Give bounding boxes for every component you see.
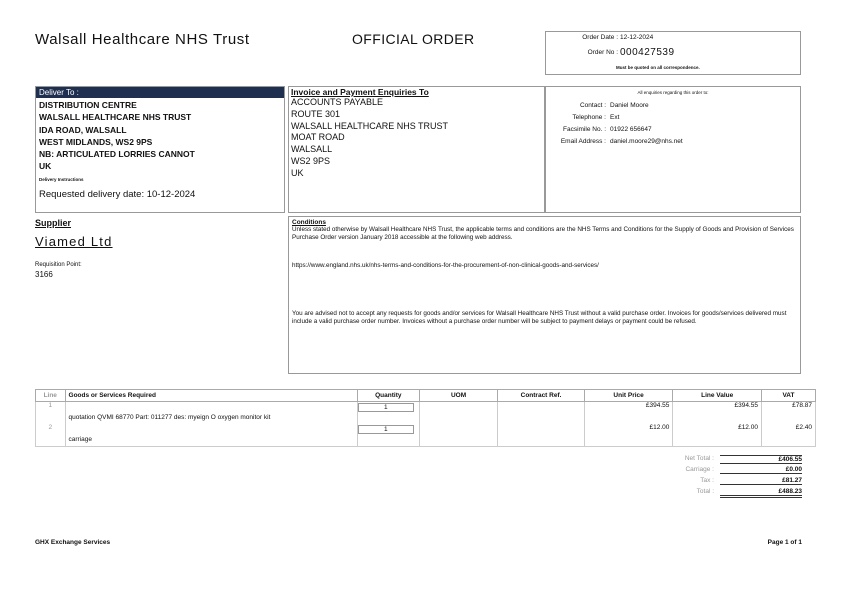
contact-name: Daniel Moore xyxy=(610,102,649,109)
order-number: 000427539 xyxy=(620,47,675,58)
column-header: Quantity xyxy=(357,390,419,402)
item-uom xyxy=(419,424,497,447)
deliver-line: WALSALL HEALTHCARE NHS TRUST xyxy=(39,112,192,123)
invoice-enquiries-box xyxy=(288,86,545,213)
email-value[interactable]: daniel.moore29@nhs.net xyxy=(610,138,683,145)
line-number: 1 xyxy=(36,402,66,425)
line-number: 2 xyxy=(36,424,66,447)
invoice-line: ACCOUNTS PAYABLE xyxy=(291,97,384,107)
contact-note: All enquiries regarding this order to: xyxy=(637,90,709,95)
carriage-label: Carriage : xyxy=(685,466,714,473)
column-header: Goods or Services Required xyxy=(65,390,357,402)
total-value: £488.23 xyxy=(720,488,802,498)
deliver-line: IDA ROAD, WALSALL xyxy=(39,124,127,135)
table-row xyxy=(36,402,816,425)
net-total-value: £406.55 xyxy=(720,455,802,464)
fax-value: 01922 656647 xyxy=(610,126,652,133)
fax-label: Facsimile No. : xyxy=(563,126,606,133)
deliver-line: NB: ARTICULATED LORRIES CANNOT xyxy=(39,149,195,160)
order-note: Must be quoted on all correspondence. xyxy=(616,65,700,70)
item-quantity: 1 xyxy=(358,403,414,412)
invoice-line: ROUTE 301 xyxy=(291,108,341,119)
item-line-value: £394.55 xyxy=(673,402,762,425)
table-header-row xyxy=(36,390,816,402)
email-label: Email Address : xyxy=(560,138,606,145)
tax-label: Tax : xyxy=(700,477,714,484)
requisition-point-value: 3166 xyxy=(35,270,53,279)
trust-name: Walsall Healthcare NHS Trust xyxy=(35,31,250,48)
telephone-label: Telephone : xyxy=(572,114,606,121)
column-header: UOM xyxy=(419,390,497,402)
column-header: Contract Ref. xyxy=(498,390,585,402)
item-vat: £2.40 xyxy=(761,424,815,447)
table-row xyxy=(36,424,816,447)
conditions-box xyxy=(288,216,801,374)
item-uom xyxy=(419,402,497,425)
total-label: Total : xyxy=(696,488,714,495)
order-items-table xyxy=(35,389,816,447)
deliver-line: UK xyxy=(39,161,52,172)
contact-label: Contact : xyxy=(579,102,606,109)
delivery-instructions-label: Delivery Instructions xyxy=(39,176,84,182)
invoice-line: WS2 9PS xyxy=(291,155,331,166)
requisition-point-label: Requisition Point: xyxy=(35,262,82,268)
supplier-label: Supplier xyxy=(35,218,72,228)
item-vat: £78.87 xyxy=(761,402,815,425)
column-header: Line Value xyxy=(673,390,762,402)
order-no-label: Order No : xyxy=(587,49,618,56)
column-header: VAT xyxy=(761,390,815,402)
conditions-heading: Conditions xyxy=(292,219,326,226)
item-contract-ref xyxy=(498,402,585,425)
column-header: Unit Price xyxy=(584,390,673,402)
invoice-line: WALSALL xyxy=(291,144,333,155)
net-total-label: Net Total : xyxy=(684,455,714,462)
conditions-warning: You are advised not to accept any requests for goods and/or services for Walsall Healthcare NHS Trust without a valid purchase order. Invoices for goods/services delivered must include a valid purchase order number. Invoices without a purchase order number will be subject to payment delays or payment could be refused. xyxy=(292,310,787,325)
conditions-url[interactable]: https://www.england.nhs.uk/nhs-terms-and-conditions-for-the-procurement-of-non-clinical-goods-and-services/ xyxy=(292,262,599,269)
invoice-line: MOAT ROAD xyxy=(291,132,345,143)
telephone-value: Ext xyxy=(610,114,620,121)
page-number: Page 1 of 1 xyxy=(767,539,802,546)
tax-value: £81.27 xyxy=(720,477,802,485)
document-title: OFFICIAL ORDER xyxy=(352,31,475,47)
carriage-value: £0.00 xyxy=(720,466,802,474)
item-unit-price: £394.55 xyxy=(584,402,673,425)
contact-box xyxy=(545,86,801,213)
item-quantity: 1 xyxy=(358,425,414,434)
invoice-line: WALSALL HEALTHCARE NHS TRUST xyxy=(291,120,449,131)
deliver-line: DISTRIBUTION CENTRE xyxy=(39,100,137,110)
deliver-to-box xyxy=(35,86,285,213)
requested-delivery-date: Requested delivery date: 10-12-2024 xyxy=(39,189,196,201)
invoice-line: UK xyxy=(291,167,304,178)
deliver-line: WEST MIDLANDS, WS2 9PS xyxy=(39,136,153,147)
supplier-name: Viamed Ltd xyxy=(35,234,113,249)
item-unit-price: £12.00 xyxy=(584,424,673,447)
item-description: carriage xyxy=(65,424,357,447)
order-info-box xyxy=(545,31,801,75)
item-contract-ref xyxy=(498,424,585,447)
deliver-heading: Deliver To : xyxy=(36,87,284,98)
invoice-heading: Invoice and Payment Enquiries To xyxy=(291,87,429,97)
order-date-label: Order Date : xyxy=(582,34,618,41)
column-header: Line xyxy=(36,390,66,402)
item-line-value: £12.00 xyxy=(673,424,762,447)
item-description: quotation QVMI 68770 Part: 011277 des: myeign O oxygen monitor kit xyxy=(65,402,357,425)
footer-provider: GHX Exchange Services xyxy=(35,539,111,546)
order-date: 12-12-2024 xyxy=(620,34,654,41)
conditions-paragraph: Unless stated otherwise by Walsall Healthcare NHS Trust, the applicable terms and conditions are the NHS Terms and Conditions for the Supply of Goods and Provision of Services Purchase Order version January 2018 accessible at the following web address. xyxy=(292,226,794,241)
